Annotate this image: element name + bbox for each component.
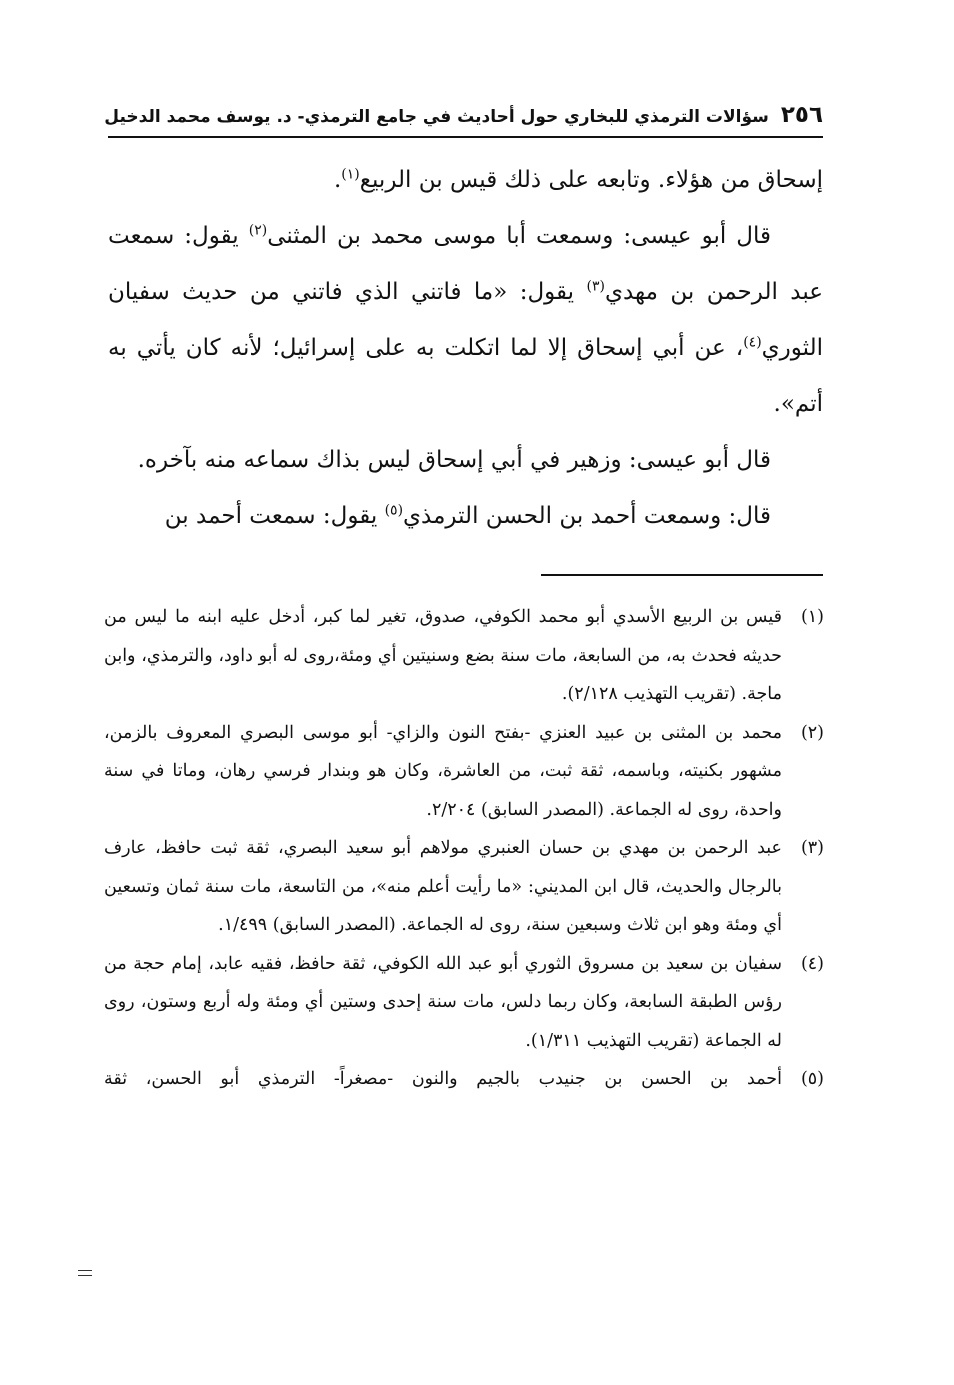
footnote-reference: (٢) bbox=[248, 222, 268, 239]
text-run: ، عن أبي إسحاق إلا لما اتكلت به على إسرائيل؛ لأنه كان يأتي به أتم». bbox=[108, 335, 823, 417]
footnote-number: (٣) bbox=[800, 838, 824, 858]
footnote-reference: (٥) bbox=[384, 502, 404, 519]
header-rule bbox=[108, 136, 823, 138]
main-paragraph bbox=[108, 488, 823, 544]
text-run: قال أبو عيسى: وسمعت أبا موسى محمد بن المثنى bbox=[267, 223, 772, 249]
footnote-number: (٥) bbox=[800, 1069, 824, 1089]
main-paragraph bbox=[108, 432, 823, 488]
footnote-text: محمد بن المثنى بن عبيد العنزي -بفتح النون والزاي- أبو موسى البصري المعروف بالزمن، مشهور بكنيته، وباسمه، ثقة ثبت، من العاشرة، وكان هو وبندار فرسي رهان، وماتا في سنة واحدة، روى له الجماعة. (المصدر السابق) ٢/٢٠٤. bbox=[104, 722, 782, 820]
text-run: يقول: «ما فاتني الذي فاتني من حديث سفيان الثوري bbox=[108, 279, 823, 361]
footnote-text: سفيان بن سعيد بن مسروق الثوري أبو عبد الله الكوفي، ثقة حافظ، فقيه عابد، إمام حجة من رؤس الطبقة السابعة، وكان ربما دلس، مات سنة إحدى وستين أي ومئة وله أربع وستون، روى له الجماعة (تقريب التهذيب ١/٣١١). bbox=[104, 953, 782, 1051]
footnote-2 bbox=[104, 714, 824, 830]
text-run: يقول: سمعت أحمد بن bbox=[164, 503, 385, 529]
footnote-5 bbox=[104, 1060, 824, 1099]
text-run: قال: وسمعت أحمد بن الحسن الترمذي bbox=[403, 503, 771, 529]
footnote-number: (٢) bbox=[800, 722, 824, 743]
footnote-reference: (٣) bbox=[586, 278, 605, 295]
main-text bbox=[108, 152, 823, 544]
footnote-reference: (٤) bbox=[743, 334, 762, 351]
footnote-text: عبد الرحمن بن مهدي بن حسان العنبري مولاهم أبو سعيد البصري، ثقة ثبت حافظ، عارف بالرجال والحديث، قال ابن المديني: «ما رأيت أعلم منه»، من التاسعة، مات سنة ثمان وتسعين أي ومئة وهو ابن ثلاث وسبعين سنة، روى له الجماعة. (المصدر السابق) ١/٤٩٩. bbox=[104, 838, 782, 935]
footnote-text: قيس بن الربيع الأسدي أبو محمد الكوفي، صدوق، تغير لما كبر، أدخل عليه ابنه ما ليس من حديثه فحدث به، من السابعة، مات سنة بضع وسنيتين أي ومئة،روى له أبو داود، والترمذي، وابن ماجة. (تقريب التهذيب ٢/١٢٨). bbox=[104, 607, 782, 704]
footnote-number: (١) bbox=[800, 607, 824, 627]
footnote-number: (٤) bbox=[800, 953, 824, 974]
margin-mark bbox=[78, 1270, 92, 1276]
text-run: . bbox=[333, 167, 342, 193]
footnote-4 bbox=[104, 945, 824, 1061]
running-head bbox=[104, 102, 823, 128]
footnote-text: أحمد بن الحسن بن جنيدب بالجيم والنون -مصغراً- الترمذي أبو الحسن، ثقة bbox=[104, 1069, 782, 1089]
text-run: يقول: سمعت عبد الرحمن بن مهدي bbox=[108, 223, 824, 305]
footnotes bbox=[104, 598, 824, 1099]
text-run: إسحاق من هؤلاء. وتابعه على ذلك قيس بن الربيع bbox=[359, 167, 823, 193]
text-run: قال أبو عيسى: وزهير في أبي إسحاق ليس بذاك سماعه منه بآخره. bbox=[137, 447, 771, 473]
main-paragraph bbox=[108, 208, 823, 432]
running-title: سؤالات الترمذي للبخاري حول أحاديث في جامع الترمذي- د. يوسف محمد الدخيل bbox=[104, 107, 769, 127]
footnote-1 bbox=[104, 598, 824, 714]
footnote-separator bbox=[541, 574, 823, 576]
footnote-3 bbox=[104, 829, 824, 945]
main-paragraph bbox=[108, 152, 823, 208]
footnote-reference: (١) bbox=[341, 166, 360, 183]
page-number: ٢٥٦ bbox=[780, 102, 823, 128]
